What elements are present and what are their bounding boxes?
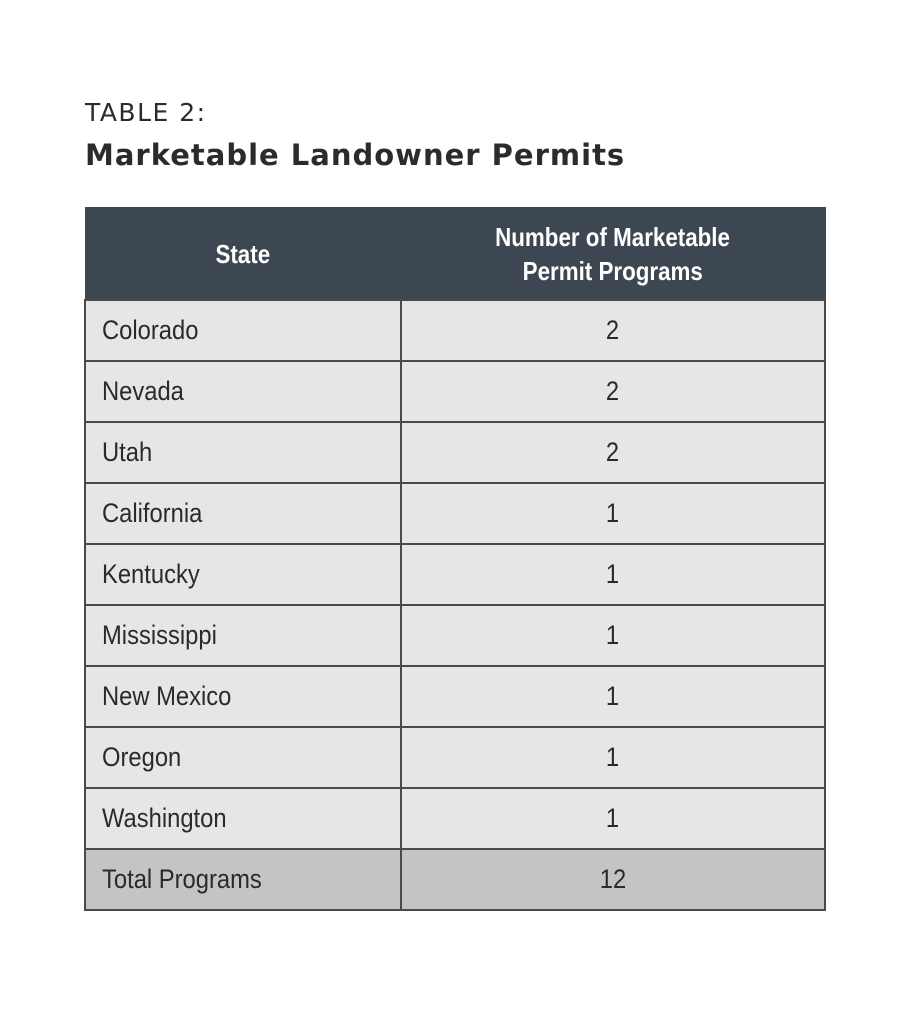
state-cell: Kentucky [85,544,401,605]
state-cell: Mississippi [85,605,401,666]
state-cell: Oregon [85,727,401,788]
table-row [85,666,825,727]
table-row [85,727,825,788]
state-cell: New Mexico [85,666,401,727]
header-state: State [85,208,401,301]
state-cell: Utah [85,422,401,483]
table-row [85,483,825,544]
total-label-cell: Total Programs [85,849,401,910]
state-cell: Nevada [85,361,401,422]
count-cell: 2 [401,361,825,422]
count-cell: 1 [401,666,825,727]
count-cell: 1 [401,544,825,605]
count-cell: 2 [401,300,825,361]
table-row [85,300,825,361]
count-cell: 2 [401,422,825,483]
total-count-cell: 12 [401,849,825,910]
count-cell: 1 [401,788,825,849]
count-cell: 1 [401,727,825,788]
table-header-row [85,208,825,301]
table-row [85,422,825,483]
header-count: Number of Marketable Permit Programs [401,208,825,301]
count-cell: 1 [401,605,825,666]
table-row [85,605,825,666]
table-row [85,361,825,422]
count-cell: 1 [401,483,825,544]
permits-table [84,207,826,911]
table-title: Marketable Landowner Permits [85,138,626,172]
table-row [85,788,825,849]
state-cell: Colorado [85,300,401,361]
table-label: TABLE 2: [85,98,207,127]
state-cell: Washington [85,788,401,849]
total-row [85,849,825,910]
state-cell: California [85,483,401,544]
table-row [85,544,825,605]
